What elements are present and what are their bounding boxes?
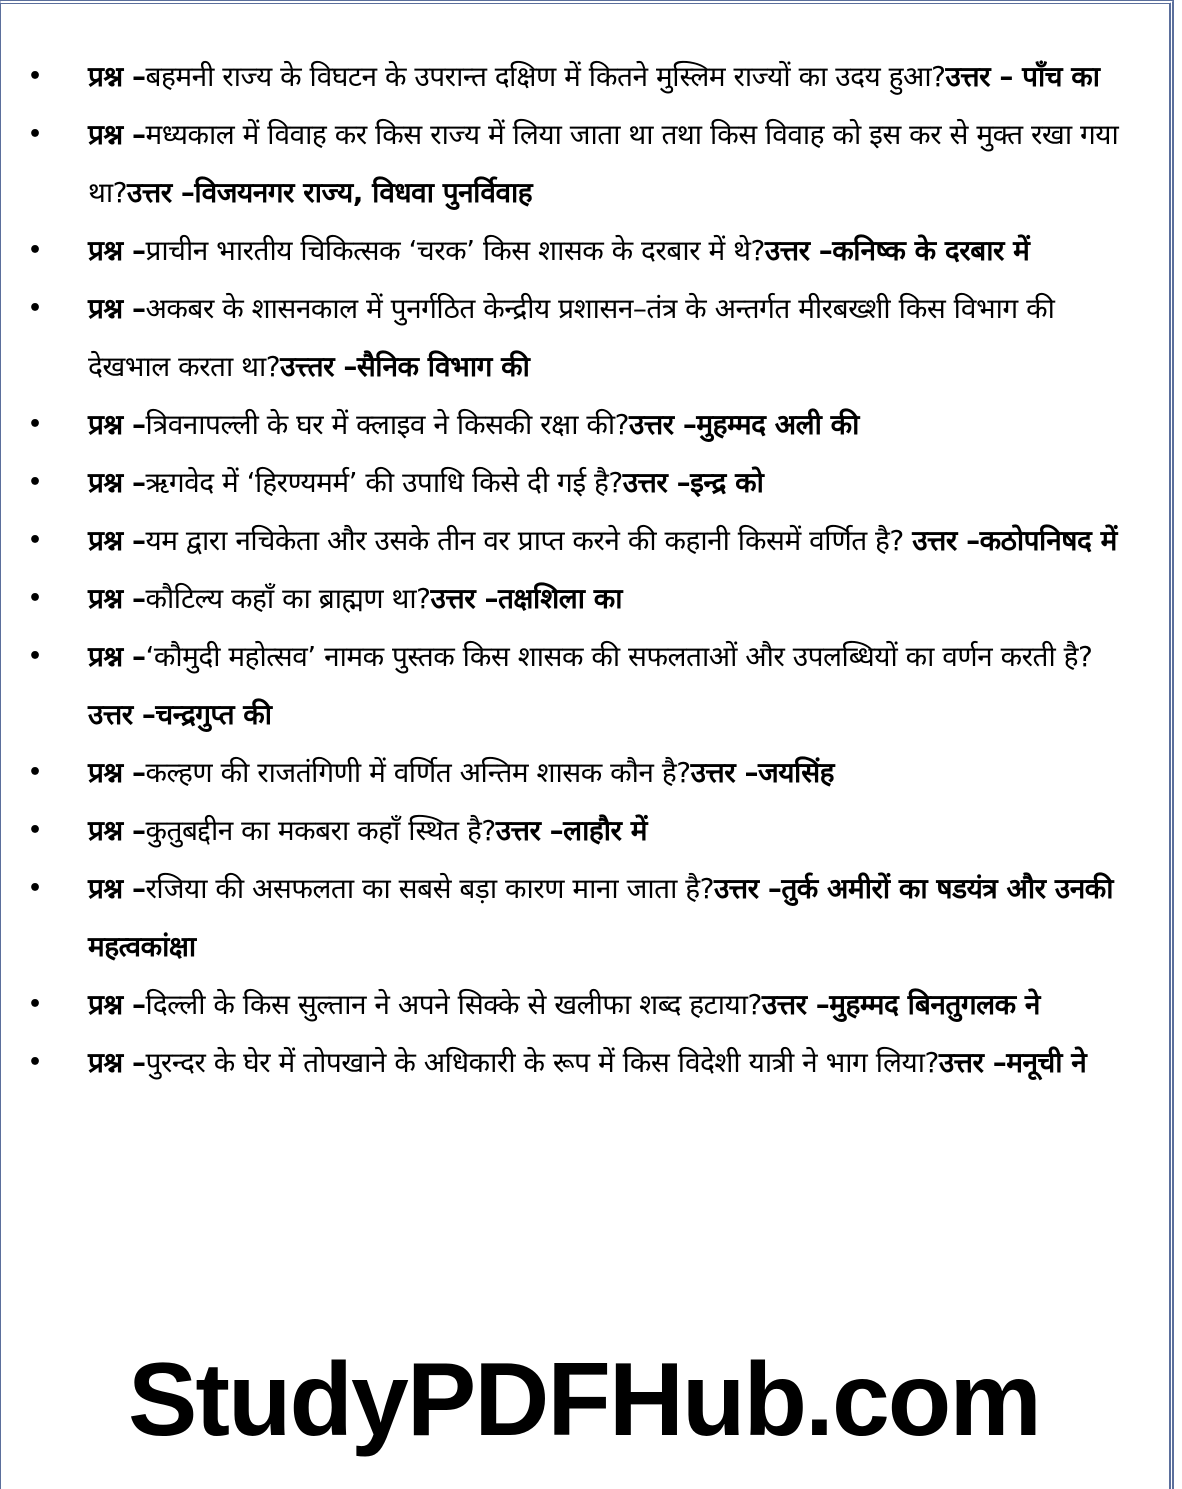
bullet-icon: • [28, 122, 42, 147]
question-label: प्रश्न – [88, 466, 146, 499]
list-item [0, 802, 1150, 860]
question-text: दिल्ली के किस सुल्तान ने अपने सिक्के से खलीफा शब्द हटाया? [145, 988, 762, 1021]
bullet-icon: • [28, 296, 42, 321]
question-text: कल्हण की राजतंगिणी में वर्णित अन्तिम शासक कौन है? [145, 756, 691, 789]
answer-text: उत्तर –विजयनगर राज्य, विधवा पुनर्विवाह [127, 176, 533, 209]
question-label: प्रश्न – [88, 60, 146, 93]
question-text: पुरन्दर के घेर में तोपखाने के अधिकारी के रूप में किस विदेशी यात्री ने भाग लिया? [145, 1046, 939, 1079]
answer-text: उत्तर –इन्द्र को [622, 466, 764, 499]
list-item [0, 280, 1150, 396]
question-text: ऋगवेद में ‘हिरण्यमर्म’ की उपाधि किसे दी गई है? [145, 466, 623, 499]
list-item [0, 512, 1150, 570]
list-item [0, 222, 1150, 280]
bullet-icon: • [28, 238, 42, 263]
bullet-icon: • [28, 412, 42, 437]
bullet-icon: • [28, 876, 42, 901]
bullet-icon: • [28, 64, 42, 89]
question-text: ‘कौमुदी महोत्सव’ नामक पुस्तक किस शासक की सफलताओं और उपलब्धियों का वर्णन करती है? [145, 640, 1093, 673]
list-item [0, 454, 1150, 512]
question-label: प्रश्न – [88, 118, 146, 151]
answer-text: उत्तर –कठोपनिषद में [912, 524, 1117, 557]
question-label: प्रश्न – [88, 408, 146, 441]
answer-text: उत्तर –मुहम्मद अली की [628, 408, 859, 441]
list-item [0, 1034, 1150, 1092]
question-text: कुतुबद्दीन का मकबरा कहाँ स्थित है? [145, 814, 496, 847]
bullet-icon: • [28, 760, 42, 785]
list-item [0, 570, 1150, 628]
answer-text: उत्तर –तुर्क अमीरों का षडयंत्र और उनकी महत्वकांक्षा [88, 872, 1113, 963]
bullet-icon: • [28, 470, 42, 495]
question-text: मध्यकाल में विवाह कर किस राज्य में लिया जाता था तथा किस विवाह को इस कर से मुक्त रखा गया था? [88, 118, 1119, 209]
question-text: कौटिल्य कहाँ का ब्राह्मण था? [145, 582, 431, 615]
answer-text: उत्तर –मनूची ने [938, 1046, 1087, 1079]
question-label: प्रश्न – [88, 292, 146, 325]
question-label: प्रश्न – [88, 988, 146, 1021]
question-label: प्रश्न – [88, 640, 146, 673]
bullet-icon: • [28, 818, 42, 843]
question-label: प्रश्न – [88, 814, 146, 847]
answer-text: उत्त्तर –सैनिक विभाग की [280, 350, 530, 383]
question-text: प्राचीन भारतीय चिकित्सक ‘चरक’ किस शासक के दरबार में थे? [145, 234, 765, 267]
bullet-icon: • [28, 586, 42, 611]
answer-text: उत्तर –लाहौर में [495, 814, 647, 847]
question-label: प्रश्न – [88, 582, 146, 615]
question-label: प्रश्न – [88, 756, 146, 789]
question-label: प्रश्न – [88, 872, 146, 905]
list-item [0, 106, 1150, 222]
question-text: रजिया की असफलता का सबसे बड़ा कारण माना जाता है? [145, 872, 714, 905]
answer-text: उत्तर –जयसिंह [690, 756, 835, 789]
watermark: StudyPDFHub.com [128, 1342, 1040, 1458]
bullet-icon: • [28, 1050, 42, 1075]
list-item [0, 48, 1150, 106]
answer-text: उत्तर –कनिष्क के दरबार में [764, 234, 1030, 267]
question-text: त्रिवनापल्ली के घर में क्लाइव ने किसकी रक्षा की? [145, 408, 629, 441]
document-body [0, 48, 1150, 1092]
question-text: बहमनी राज्य के विघटन के उपरान्त दक्षिण में कितने मुस्लिम राज्यों का उदय हुआ? [145, 60, 946, 93]
bullet-icon: • [28, 644, 42, 669]
list-item [0, 628, 1150, 744]
answer-text: उत्तर –मुहम्मद बिनतुगलक ने [761, 988, 1040, 1021]
question-text: अकबर के शासनकाल में पुनर्गठित केन्द्रीय प्रशासन–तंत्र के अन्तर्गत मीरबख्शी किस विभाग की देखभाल करता था? [88, 292, 1055, 383]
question-label: प्रश्न – [88, 234, 146, 267]
answer-text: उत्तर – पाँच का [945, 60, 1100, 93]
question-label: प्रश्न – [88, 1046, 146, 1079]
list-item [0, 396, 1150, 454]
answer-text: उत्तर –चन्द्रगुप्त की [88, 698, 272, 731]
question-text: यम द्वारा नचिकेता और उसके तीन वर प्राप्त करने की कहानी किसमें वर्णित है? [145, 524, 913, 557]
bullet-icon: • [28, 528, 42, 553]
bullet-icon: • [28, 992, 42, 1017]
list-item [0, 860, 1150, 976]
question-list [0, 48, 1150, 1092]
list-item [0, 976, 1150, 1034]
answer-text: उत्तर –तक्षशिला का [430, 582, 623, 615]
question-label: प्रश्न – [88, 524, 146, 557]
list-item [0, 744, 1150, 802]
